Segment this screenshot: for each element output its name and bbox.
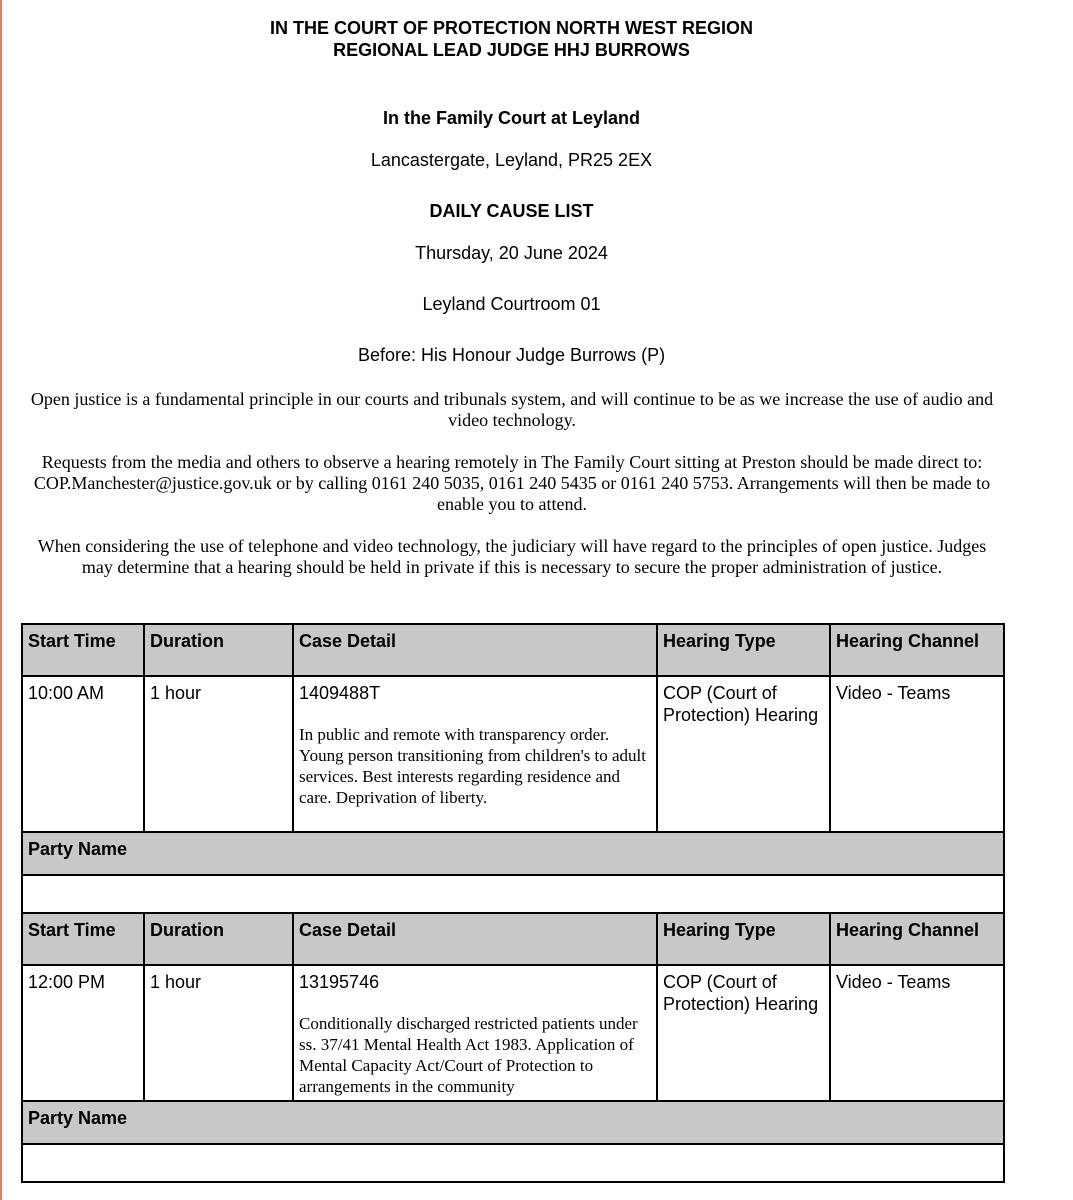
- party-name-cell: [22, 875, 1004, 913]
- table-row: [22, 965, 1004, 1101]
- case-number: 13195746: [299, 972, 380, 992]
- court-title-line-2: REGIONAL LEAD JUDGE HHJ BURROWS: [333, 40, 690, 60]
- column-header-hearing-type: Hearing Type: [657, 624, 830, 676]
- hearing-type-cell: COP (Court of Protection) Hearing: [657, 965, 830, 1101]
- duration-cell: 1 hour: [144, 965, 293, 1101]
- party-name-row: [22, 1144, 1004, 1182]
- court-location: In the Family Court at Leyland: [382, 108, 641, 128]
- case-detail-cell: [293, 965, 657, 1101]
- party-name-cell: [22, 1144, 1004, 1182]
- case-description: In public and remote with transparency order. Young person transitioning from children's to adult services. Best interests regarding residence and care. Deprivation of liberty.: [299, 725, 646, 807]
- column-header-start-time: Start Time: [22, 913, 144, 965]
- column-header-duration: Duration: [144, 624, 293, 676]
- party-name-label: Party Name: [22, 1101, 1004, 1144]
- case-detail-cell: [293, 676, 657, 832]
- judge-line: Before: His Honour Judge Burrows (P): [357, 345, 666, 365]
- court-title: [0, 17, 1023, 61]
- column-header-case-detail: Case Detail: [293, 913, 657, 965]
- column-header-hearing-channel: Hearing Channel: [830, 913, 1004, 965]
- hearing-type-cell: COP (Court of Protection) Hearing: [657, 676, 830, 832]
- table-header-row: [22, 624, 1004, 676]
- hearing-channel-cell: Video - Teams: [830, 965, 1004, 1101]
- column-header-duration: Duration: [144, 913, 293, 965]
- column-header-hearing-channel: Hearing Channel: [830, 624, 1004, 676]
- court-address: Lancastergate, Leyland, PR25 2EX: [370, 150, 653, 170]
- court-title-line-1: IN THE COURT OF PROTECTION NORTH WEST REGION: [270, 18, 753, 38]
- table-header-row: [22, 913, 1004, 965]
- duration-cell: 1 hour: [144, 676, 293, 832]
- open-justice-notice: Open justice is a fundamental principle in our courts and tribunals system, and will continue to be as we increase the use of audio and video technology.: [30, 389, 994, 430]
- cause-list-table: [21, 623, 1005, 1183]
- column-header-case-detail: Case Detail: [293, 624, 657, 676]
- list-date: Thursday, 20 June 2024: [415, 243, 608, 263]
- case-number: 1409488T: [299, 683, 381, 703]
- party-name-header-row: [22, 1101, 1004, 1144]
- hearing-channel-cell: Video - Teams: [830, 676, 1004, 832]
- column-header-start-time: Start Time: [22, 624, 144, 676]
- start-time-cell: 10:00 AM: [22, 676, 144, 832]
- table-row: [22, 676, 1004, 832]
- list-title: DAILY CAUSE LIST: [429, 201, 594, 221]
- party-name-row: [22, 875, 1004, 913]
- technology-notice: When considering the use of telephone and video technology, the judiciary will have regard to the principles of open justice. Judges may determine that a hearing should be held in private if this is necessary to secure the proper administration of justice.: [37, 536, 987, 577]
- case-description: Conditionally discharged restricted patients under ss. 37/41 Mental Health Act 1983. Application of Mental Capacity Act/Court of Protection to arrangements in the community: [299, 1014, 638, 1096]
- courtroom: Leyland Courtroom 01: [422, 294, 601, 314]
- party-name-header-row: [22, 832, 1004, 875]
- left-margin-rule: [0, 0, 2, 1200]
- party-name-label: Party Name: [22, 832, 1004, 875]
- media-request-notice: Requests from the media and others to observe a hearing remotely in The Family Court sitting at Preston should be made direct to: COP.Manchester@justice.gov.uk or by calling 0161 240 5035, 0161 240 5435 or 0161 240 5753. Arrangements will then be made to enable you to attend.: [33, 452, 991, 514]
- column-header-hearing-type: Hearing Type: [657, 913, 830, 965]
- start-time-cell: 12:00 PM: [22, 965, 144, 1101]
